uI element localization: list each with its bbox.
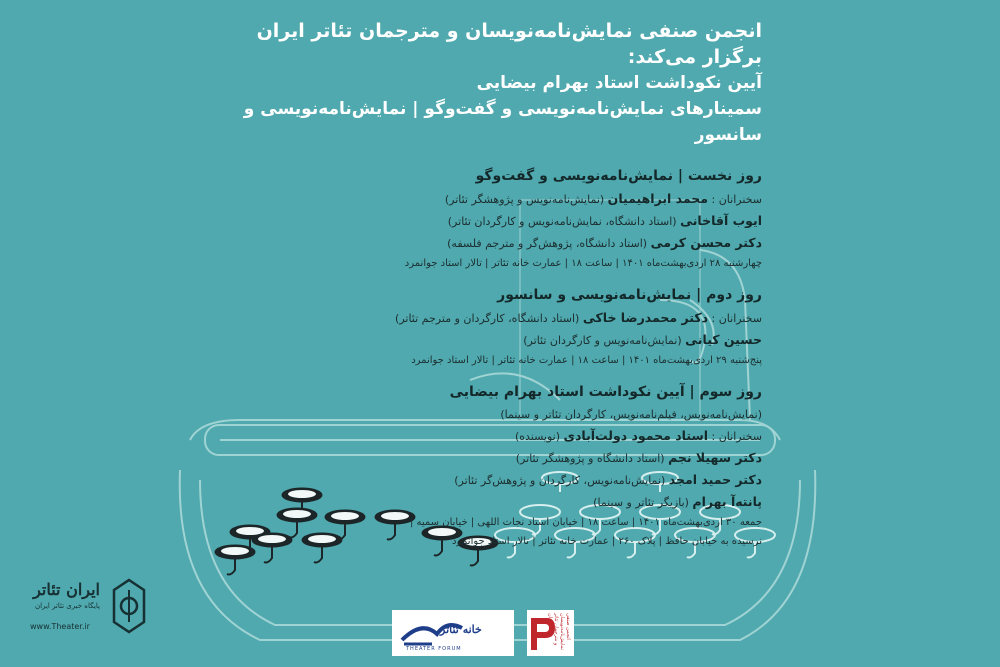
speaker-name: محمد ابراهیمیان	[607, 191, 709, 206]
speaker-name: حسین کیانی	[685, 332, 762, 347]
speaker-role: (استاد دانشگاه و پژوهشگر تئاتر)	[515, 452, 665, 465]
speaker-name: دکتر محسن کرمی	[650, 235, 762, 250]
speaker-name: دکتر محمدرضا خاکی	[582, 310, 709, 325]
site-brand-sub: پایگاه خبری تئاتر ایران	[35, 602, 100, 610]
speaker-row	[202, 425, 762, 447]
speakers-label: سخنرانان :	[711, 430, 762, 443]
speaker-role: (نمایش‌نامه‌نویس و پژوهشگر تئاتر)	[444, 193, 605, 206]
speaker-row	[202, 491, 762, 513]
speaker-role: (نمایش‌نامه‌نویس و کارگردان تئاتر)	[523, 334, 682, 347]
speaker-row	[202, 232, 762, 254]
speaker-row	[202, 447, 762, 469]
speaker-role: (نویسنده)	[514, 430, 560, 443]
speaker-name: پانته‌آ بهرام	[692, 494, 762, 509]
speakers-label: سخنرانان :	[711, 193, 762, 206]
iran-theater-logo[interactable]	[28, 578, 158, 638]
day-three	[202, 380, 762, 551]
theater-forum-name: خانه تئاتر	[440, 623, 482, 636]
speaker-name: ایوب آقاخانی	[680, 213, 762, 228]
seminar-title: سمینارهای نمایش‌نامه‌نویسی و گفت‌وگو | نمایش‌نامه‌نویسی و سانسور	[243, 99, 762, 145]
honoree-role: (نمایش‌نامه‌نویس، فیلم‌نامه‌نویس، کارگردان تئاتر و سینما)	[500, 408, 762, 421]
theater-forum-logo	[392, 610, 514, 656]
speakers-label: سخنرانان :	[711, 312, 762, 325]
theater-forum-caption: THEATER FORUM	[406, 646, 462, 652]
speaker-role: (استاد دانشگاه، نمایش‌نامه‌نویس و کارگردان تئاتر)	[447, 215, 677, 228]
speaker-row	[202, 210, 762, 232]
site-brand: ایران تئاتر	[33, 580, 100, 599]
speaker-role: (بازیگر تئاتر و سینما)	[593, 496, 689, 509]
speaker-row	[202, 329, 762, 351]
event-details: پنج‌شنبه ۲۹ اردی‌بهشت‌ماه ۱۴۰۱ | ساعت ۱۸ | عمارت خانه تئاتر | تالار استاد جوانمرد	[411, 355, 762, 366]
event-address: نرسیده به خیابان حافظ | پلاک ۲۶۰ | عمارت خانه تئاتر | تالار استاد جوانمرد	[452, 536, 762, 547]
speaker-name: دکتر سهیلا نجم	[668, 450, 762, 465]
speaker-row	[202, 307, 762, 329]
day-two	[202, 283, 762, 370]
speaker-name: دکتر حمید امجد	[668, 472, 762, 487]
theater-mask-icon	[112, 578, 146, 634]
event-details: جمعه ۳۰ اردی‌بهشت‌ماه ۱۴۰۱ | ساعت ۱۸ | خیابان استاد نجات اللهی | خیابان سمیه |	[409, 517, 762, 528]
day-title: روز سوم | آیین نکوداشت استاد بهرام بیضایی	[449, 384, 762, 400]
honoree-description	[202, 404, 762, 425]
speaker-role: (استاد دانشگاه، پژوهش‌گر و مترجم فلسفه)	[447, 237, 648, 250]
event-program	[202, 18, 762, 561]
event-details: چهارشنبه ۲۸ اردی‌بهشت‌ماه ۱۴۰۱ | ساعت ۱۸ | عمارت خانه تئاتر | تالار استاد جوانمرد	[404, 258, 762, 269]
guild-name: انجمن صنفی نمایش‌نامه‌نویسان و مترجمان تئاتر ایران	[547, 613, 571, 650]
organizer-announcement: انجمن صنفی نمایش‌نامه‌نویسان و مترجمان تئاتر ایران برگزار می‌کند:	[256, 20, 762, 68]
speaker-role: (نمایش‌نامه‌نویس، کارگردان و پژوهش‌گر تئاتر)	[454, 474, 666, 487]
speaker-row	[202, 188, 762, 210]
day-title: روز دوم | نمایش‌نامه‌نویسی و سانسور	[497, 287, 762, 303]
site-url[interactable]: www.Theater.ir	[30, 622, 90, 631]
ceremony-title: آیین نکوداشت استاد بهرام بیضایی	[476, 73, 762, 93]
speaker-row	[202, 469, 762, 491]
speaker-name: استاد محمود دولت‌آبادی	[563, 428, 709, 443]
playwrights-guild-logo	[527, 610, 574, 656]
day-one	[202, 164, 762, 273]
day-title: روز نخست | نمایش‌نامه‌نویسی و گفت‌وگو	[475, 168, 762, 184]
speaker-role: (استاد دانشگاه، کارگردان و مترجم تئاتر)	[395, 312, 580, 325]
